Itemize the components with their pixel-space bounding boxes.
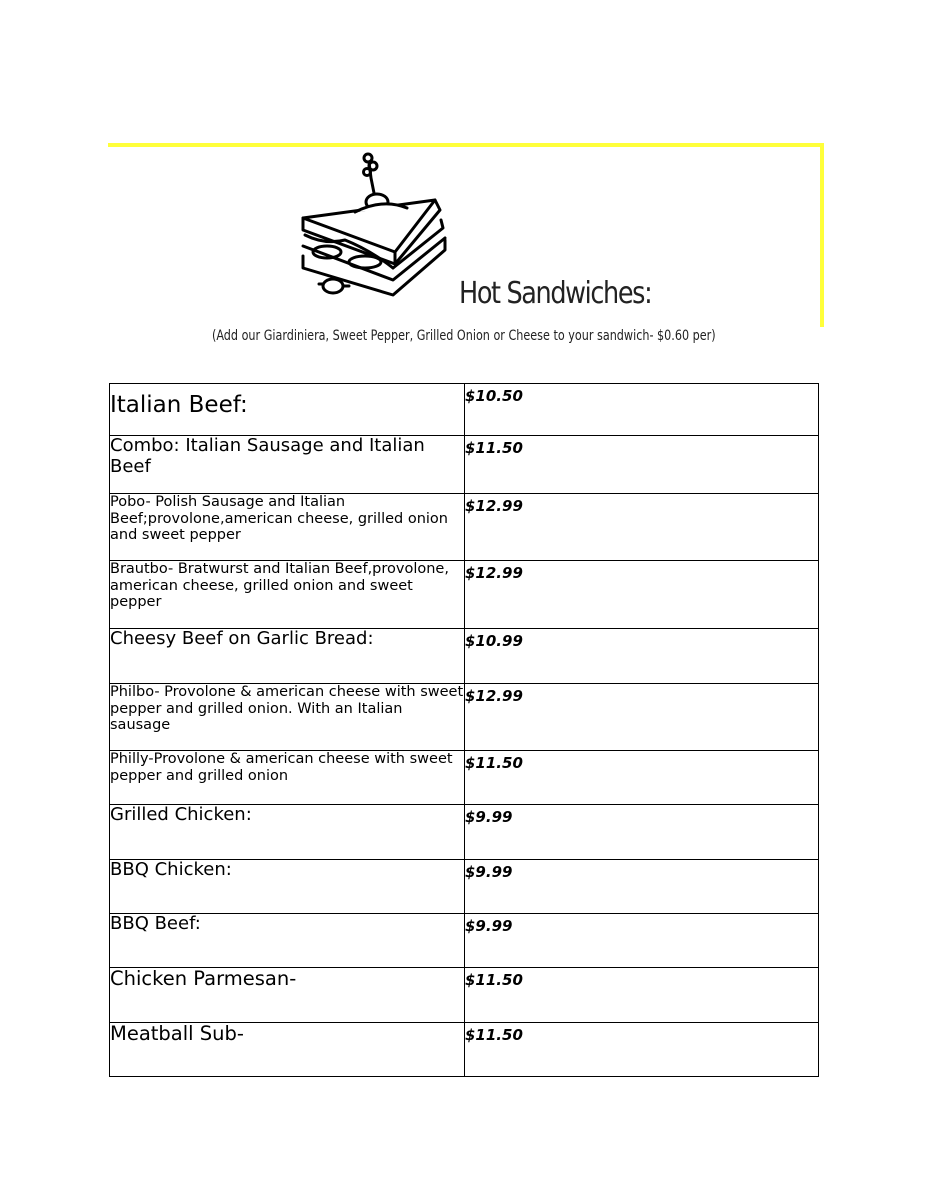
table-row: [110, 1023, 819, 1077]
item-price: $9.99: [465, 914, 819, 968]
item-price: $11.50: [465, 751, 819, 805]
item-name: Philly-Provolone & american cheese with sweet pepper and grilled onion: [110, 751, 465, 805]
table-row: [110, 805, 819, 860]
table-row: [110, 860, 819, 914]
item-price: $10.50: [465, 384, 819, 436]
club-sandwich-icon: [295, 150, 450, 300]
yellow-frame-top: [108, 143, 824, 147]
item-price: $12.99: [465, 561, 819, 629]
table-row: [110, 684, 819, 751]
item-price: $12.99: [465, 494, 819, 561]
table-row: [110, 968, 819, 1023]
table-row: [110, 629, 819, 684]
item-price: $11.50: [465, 1023, 819, 1077]
yellow-frame-right: [820, 143, 824, 327]
table-row: [110, 914, 819, 968]
item-name: BBQ Beef:: [110, 914, 465, 968]
item-price: $9.99: [465, 860, 819, 914]
item-name: Pobo- Polish Sausage and Italian Beef;provolone,american cheese, grilled onion and sweet pepper: [110, 494, 465, 561]
menu-table: [109, 383, 819, 1077]
item-name: Philbo- Provolone & american cheese with sweet pepper and grilled onion. With an Italian sausage: [110, 684, 465, 751]
item-price: $12.99: [465, 684, 819, 751]
table-row: [110, 561, 819, 629]
item-price: $9.99: [465, 805, 819, 860]
table-row: [110, 751, 819, 805]
add-ons-note-text: (Add our Giardiniera, Sweet Pepper, Grilled Onion or Cheese to your sandwich- $0.60 per): [211, 328, 716, 344]
item-name: Brautbo- Bratwurst and Italian Beef,provolone, american cheese, grilled onion and sweet pepper: [110, 561, 465, 629]
add-ons-note: [0, 328, 927, 344]
table-row: [110, 384, 819, 436]
item-name: Combo: Italian Sausage and Italian Beef: [110, 436, 465, 494]
item-price: $11.50: [465, 968, 819, 1023]
table-row: [110, 494, 819, 561]
item-name: Cheesy Beef on Garlic Bread:: [110, 629, 465, 684]
item-price: $11.50: [465, 436, 819, 494]
table-row: [110, 436, 819, 494]
item-name: BBQ Chicken:: [110, 860, 465, 914]
item-name: Grilled Chicken:: [110, 805, 465, 860]
page-title: Hot Sandwiches:: [459, 276, 652, 311]
item-name: Italian Beef:: [110, 384, 465, 436]
item-name: Meatball Sub-: [110, 1023, 465, 1077]
item-name: Chicken Parmesan-: [110, 968, 465, 1023]
item-price: $10.99: [465, 629, 819, 684]
